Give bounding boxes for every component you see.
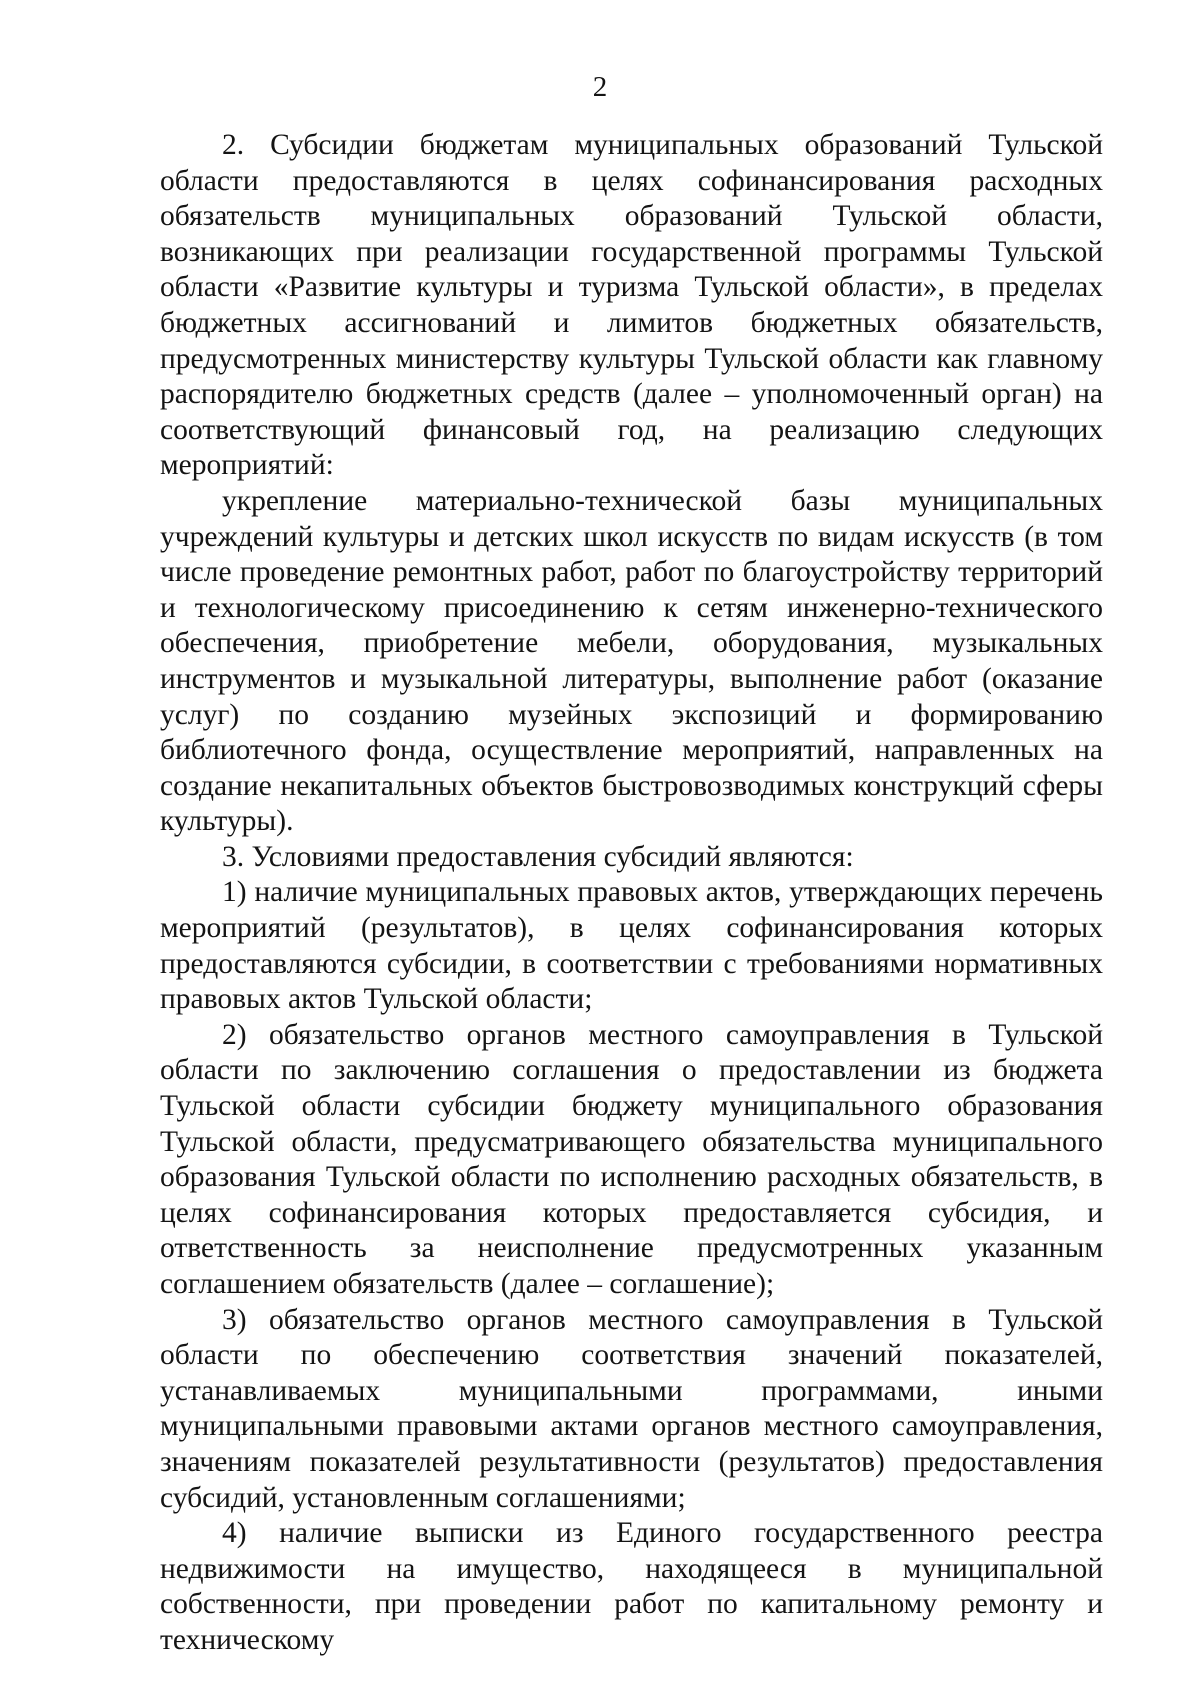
paragraph-measures-list: укрепление материально-технической базы муниципальных учреждений культуры и детских школ искусств по видам искусств (в том числе проведение ремонтных работ, работ по благоустройству территорий и технологическому присоединению к сетям инженерно-технического обеспечения, приобретение мебели, оборудования, музыкальных инструментов и музыкальной литературы, выполнение работ (оказание услуг) по созданию музейных экспозиций и формированию библиотечного фонда, осуществление мероприятий, направленных на создание некапитальных объектов быстровозводимых конструкций сферы культуры).	[160, 484, 1103, 838]
document-body	[160, 128, 1103, 1659]
paragraph-condition-1: 1) наличие муниципальных правовых актов, утверждающих перечень мероприятий (результатов), в целях софинансирования которых предоставляются субсидии, в соответствии с требованиями нормативных правовых актов Тульской области;	[160, 876, 1103, 1016]
paragraph-subsidies-purpose: 2. Субсидии бюджетам муниципальных образований Тульской области предоставляются в целях софинансирования расходных обязательств муниципальных образований Тульской области, возникающих при реализации государственной программы Тульской области «Развитие культуры и туризма Тульской области», в пределах бюджетных ассигнований и лимитов бюджетных обязательств, предусмотренных министерству культуры Тульской области как главному распорядителю бюджетных средств (далее – уполномоченный орган) на соответствующий финансовый год, на реализацию следующих мероприятий:	[160, 129, 1103, 482]
paragraph-condition-3: 3) обязательство органов местного самоуправления в Тульской области по обеспечению соответствия значений показателей, устанавливаемых муниципальными программами, иными муниципальными правовыми актами органов местного самоуправления, значениям показателей результативности (результатов) предоставления субсидий, установленным соглашениями;	[160, 1303, 1103, 1514]
page-number: 2	[592, 71, 608, 103]
paragraph-condition-2: 2) обязательство органов местного самоуправления в Тульской области по заключению соглашения о предоставлении из бюджета Тульской области субсидии бюджету муниципального образования Тульской области, предусматривающего обязательства муниципального образования Тульской области по исполнению расходных обязательств, в целях софинансирования которых предоставляется субсидия, и ответственность за неисполнение предусмотренных указанным соглашением обязательств (далее – соглашение);	[160, 1018, 1103, 1300]
paragraph-condition-4: 4) наличие выписки из Единого государственного реестра недвижимости на имущество, находящееся в муниципальной собственности, при проведении работ по капитальному ремонту и техническому	[160, 1517, 1103, 1656]
paragraph-conditions-heading: 3. Условиями предоставления субсидий являются:	[222, 840, 854, 873]
